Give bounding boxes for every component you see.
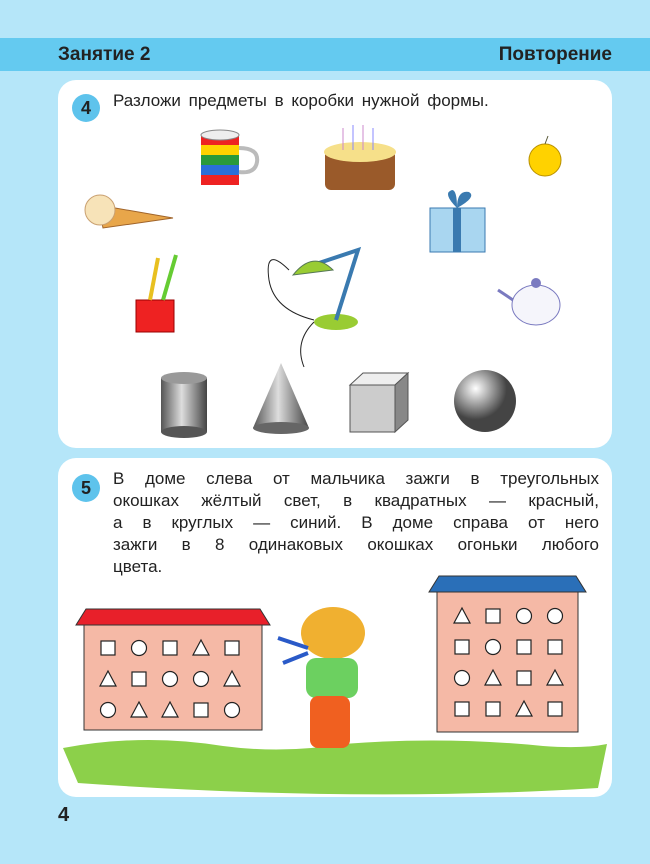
window-square[interactable] xyxy=(455,640,469,654)
window-circle[interactable] xyxy=(101,703,116,718)
lesson-title: Занятие 2 xyxy=(58,44,151,65)
exercise-4-card xyxy=(58,80,612,448)
window-square[interactable] xyxy=(548,640,562,654)
window-square[interactable] xyxy=(132,672,146,686)
exercise-5-card xyxy=(58,458,612,797)
gift-box-icon xyxy=(430,190,485,252)
exercise-4-illustration xyxy=(58,80,612,448)
ice-cream-icon xyxy=(85,195,173,228)
window-square[interactable] xyxy=(517,640,531,654)
window-square[interactable] xyxy=(486,702,500,716)
window-circle[interactable] xyxy=(517,609,532,624)
window-circle[interactable] xyxy=(225,703,240,718)
window-circle[interactable] xyxy=(194,672,209,687)
page-number: 4 xyxy=(58,804,70,826)
cylinder-shape-icon xyxy=(161,372,207,438)
exercise-text: В доме слева от мальчика зажги в треугольных окошках жёлтый свет, в квадратных — красный, а в круглых — синий. В доме справа от него зажги в 8 одинаковых окошках огоньки любого цвета. xyxy=(113,469,599,576)
header-band xyxy=(0,38,650,71)
roof xyxy=(429,576,586,592)
window-circle[interactable] xyxy=(548,609,563,624)
window-square[interactable] xyxy=(548,702,562,716)
teapot-icon xyxy=(498,278,560,325)
window-square[interactable] xyxy=(225,641,239,655)
window-circle[interactable] xyxy=(132,641,147,656)
left-house xyxy=(76,609,270,730)
houses-illustration xyxy=(58,458,612,797)
window-square[interactable] xyxy=(101,641,115,655)
desk-lamp-icon xyxy=(268,250,358,367)
window-square[interactable] xyxy=(517,671,531,685)
exercise-text: Разложи предметы в коробки нужной формы. xyxy=(113,91,489,110)
window-circle[interactable] xyxy=(455,671,470,686)
apple-icon xyxy=(529,136,561,176)
roof xyxy=(76,609,270,625)
cone-shape-icon xyxy=(253,363,309,434)
exercise-number: 5 xyxy=(72,474,100,502)
window-circle[interactable] xyxy=(486,640,501,655)
pencil-cup-icon xyxy=(136,255,176,332)
window-square[interactable] xyxy=(163,641,177,655)
boy-illustration xyxy=(278,607,365,748)
exercise-number: 4 xyxy=(72,94,100,122)
birthday-cake-icon xyxy=(324,125,396,190)
window-square[interactable] xyxy=(455,702,469,716)
sphere-shape-icon xyxy=(454,370,516,432)
mug-icon xyxy=(201,130,257,185)
window-square[interactable] xyxy=(194,703,208,717)
grass xyxy=(63,740,607,794)
cube-shape-icon xyxy=(350,373,408,432)
window-square[interactable] xyxy=(486,609,500,623)
section-title: Повторение xyxy=(498,44,612,65)
right-house xyxy=(429,576,586,732)
window-circle[interactable] xyxy=(163,672,178,687)
